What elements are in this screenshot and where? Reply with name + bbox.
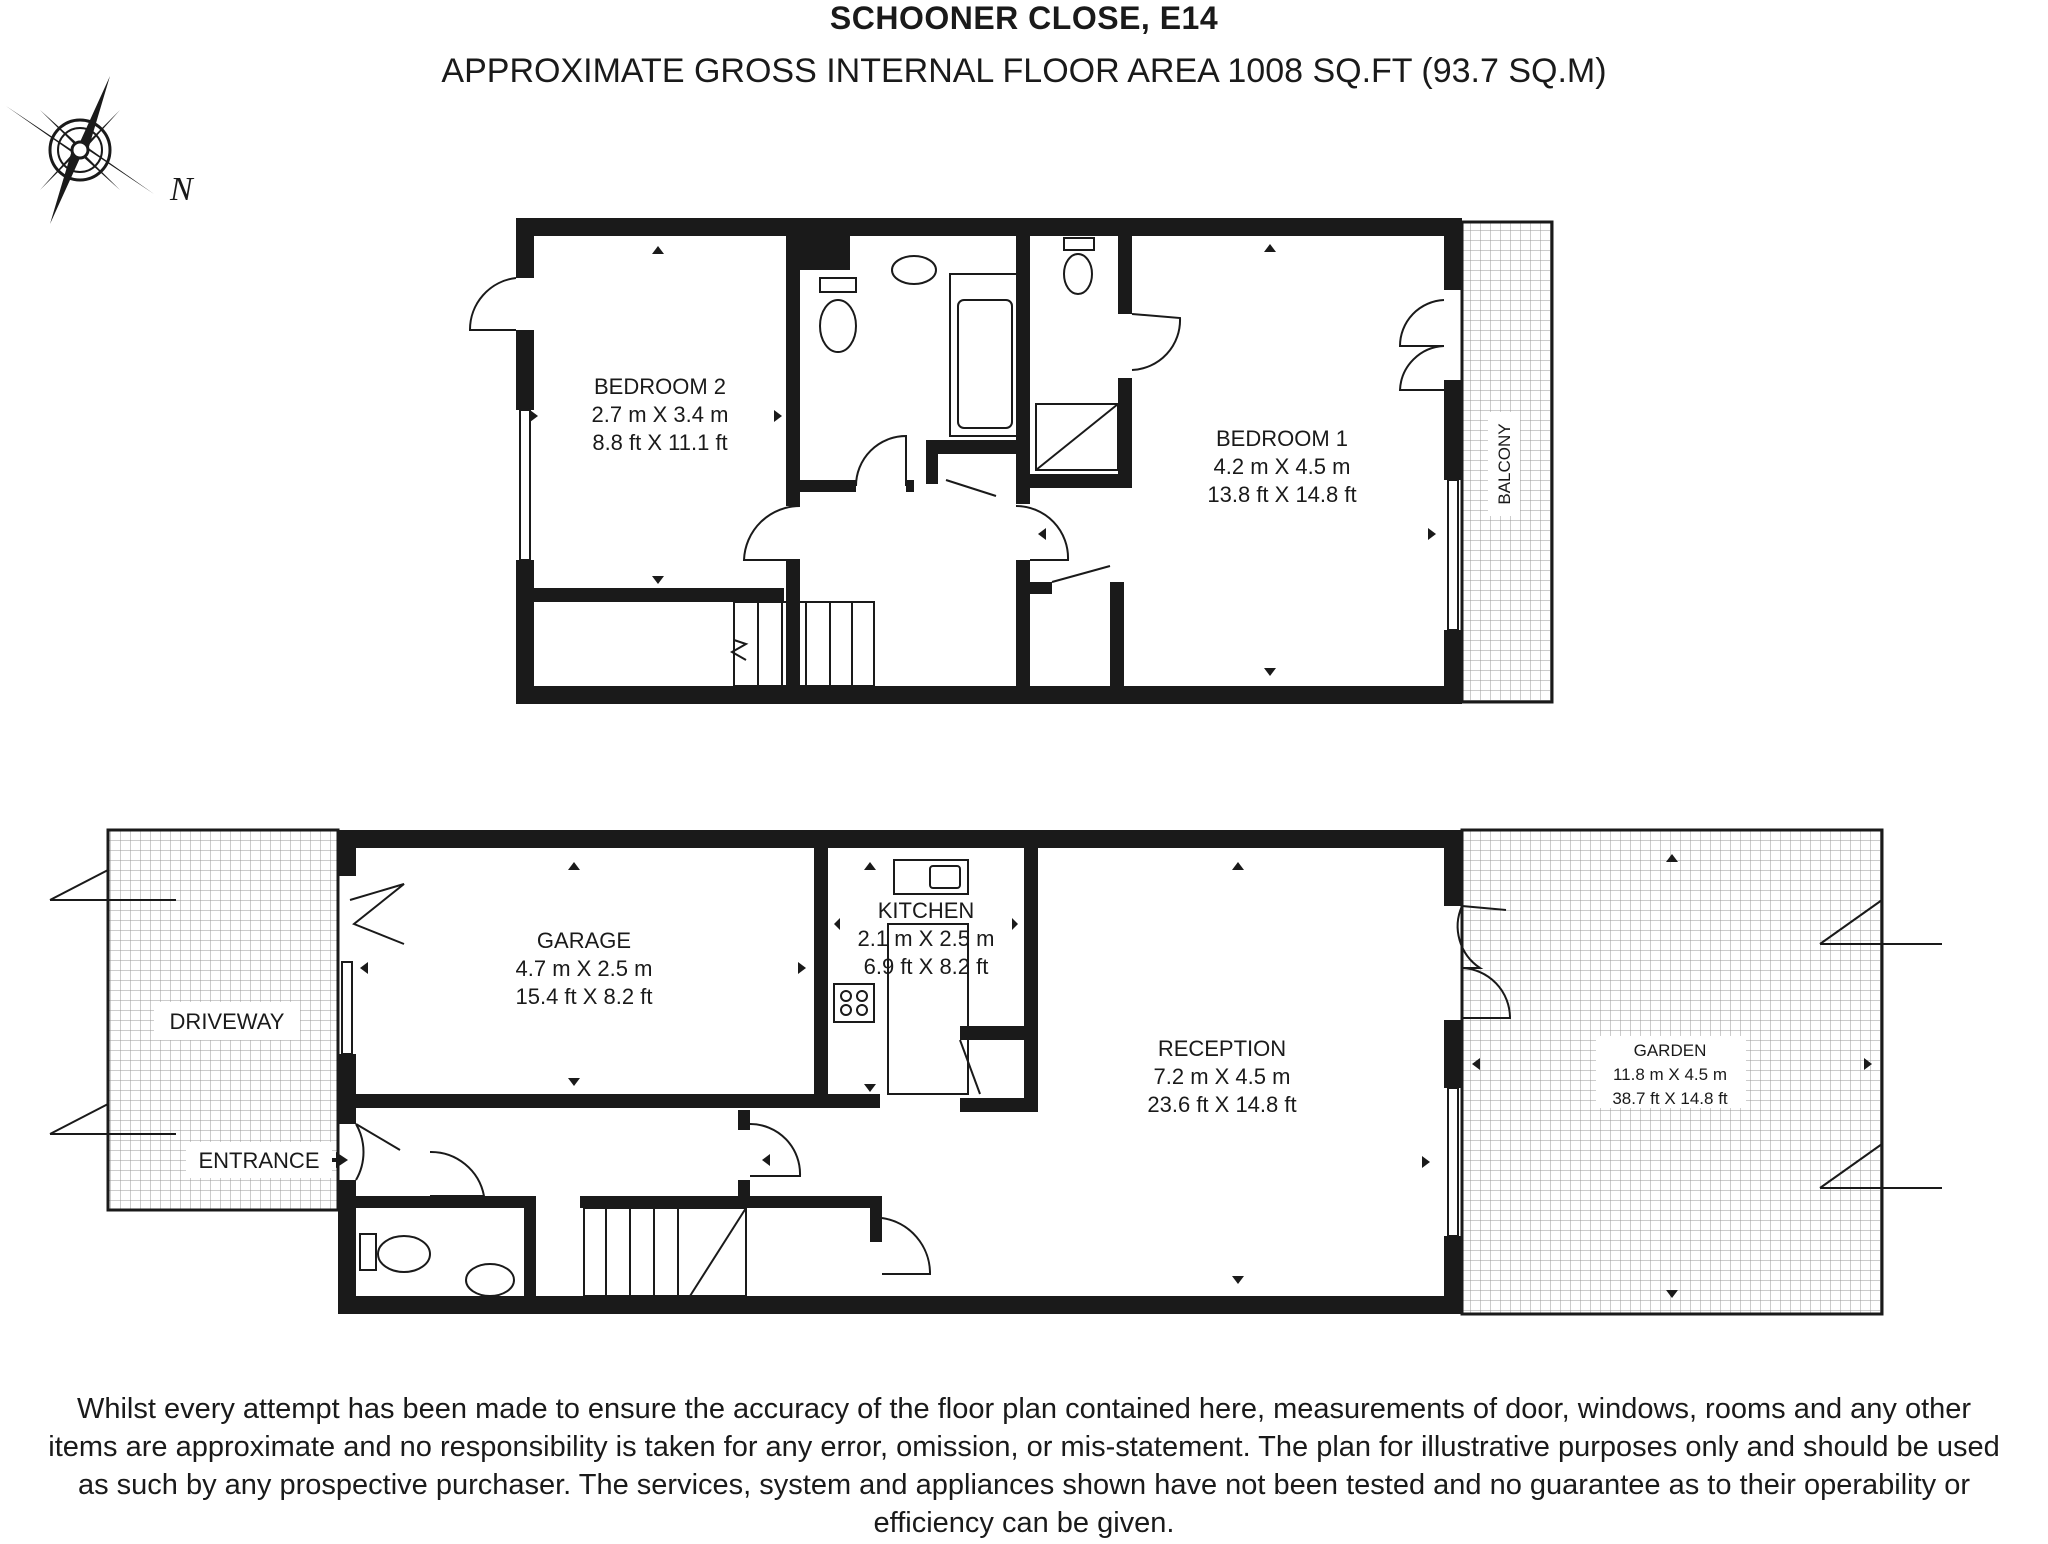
balcony-label-box xyxy=(1488,412,1520,516)
garage-name: GARAGE xyxy=(536,928,632,953)
bedroom2-label xyxy=(592,374,729,455)
garage-label xyxy=(516,928,653,1009)
disclaimer-text: Whilst every attempt has been made to ensure the accuracy of the floor plan contained here, measurements of door, windows, rooms and any other items are approximate and no responsibility is taken for any error, omission, or mis-statement. The plan for illustrative purposes only and should be used as such by any prospective purchaser. The services, system and appliances shown have not been tested and no guarantee as to their operability or efficiency can be given. xyxy=(48,1393,2000,1539)
garage-imperial: 15.4 ft X 8.2 ft xyxy=(515,984,653,1009)
garden-imperial: 38.7 ft X 14.8 ft xyxy=(1612,1089,1728,1108)
bedroom1-name: BEDROOM 1 xyxy=(1215,426,1349,451)
bedroom1-imperial: 13.8 ft X 14.8 ft xyxy=(1207,482,1357,507)
reception-metric: 7.2 m X 4.5 m xyxy=(1153,1064,1291,1089)
garage-metric: 4.7 m X 2.5 m xyxy=(515,956,653,981)
plan-title: SCHOONER CLOSE, E14 xyxy=(829,0,1219,36)
reception-label xyxy=(1147,1036,1296,1117)
entrance-label-box xyxy=(186,1142,332,1178)
driveway-label-box xyxy=(154,1002,300,1040)
upper-floor xyxy=(470,218,1552,704)
reception-name: RECEPTION xyxy=(1157,1036,1287,1061)
garden-label xyxy=(1596,1036,1746,1108)
entrance-label: ENTRANCE xyxy=(198,1148,320,1173)
kitchen-name: KITCHEN xyxy=(877,898,975,923)
bedroom2-imperial: 8.8 ft X 11.1 ft xyxy=(592,430,728,455)
reception-imperial: 23.6 ft X 14.8 ft xyxy=(1147,1092,1297,1117)
garden-name: GARDEN xyxy=(1633,1041,1707,1060)
balcony-label: BALCONY xyxy=(1495,423,1514,505)
bedroom1-label xyxy=(1207,426,1356,507)
floor-area-subtitle: APPROXIMATE GROSS INTERNAL FLOOR AREA 1008 SQ.FT (93.7 SQ.M) xyxy=(441,52,1607,90)
bedroom1-metric: 4.2 m X 4.5 m xyxy=(1213,454,1351,479)
bedroom2-name: BEDROOM 2 xyxy=(593,374,727,399)
driveway-label: DRIVEWAY xyxy=(169,1009,285,1034)
kitchen-metric: 2.1 m X 2.5 m xyxy=(857,926,995,951)
north-label: N xyxy=(170,171,193,208)
kitchen-imperial: 6.9 ft X 8.2 ft xyxy=(863,954,989,979)
bedroom2-metric: 2.7 m X 3.4 m xyxy=(591,402,729,427)
garden-metric: 11.8 m X 4.5 m xyxy=(1612,1065,1728,1084)
kitchen-label xyxy=(858,896,995,979)
compass-rose-icon xyxy=(6,76,154,224)
